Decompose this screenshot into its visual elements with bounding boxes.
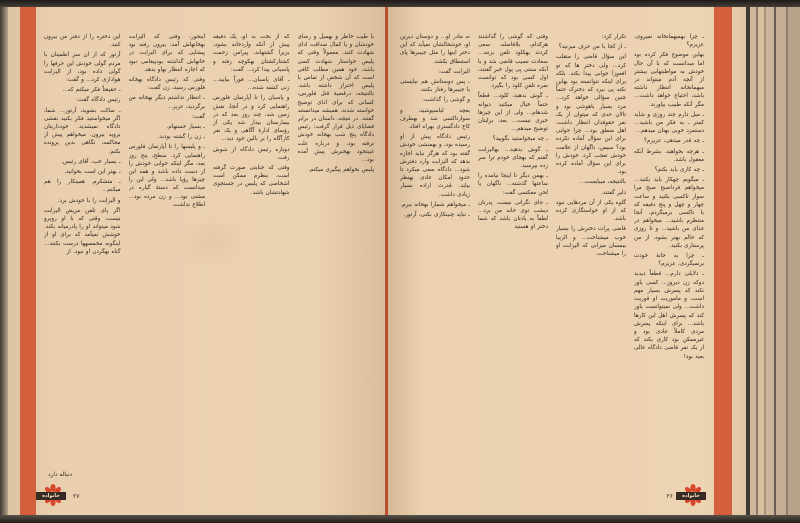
paragraph: بهاین موضوع فکر کرده بود اما میدانست که با آن حال خودش به مواظبتهایی بیشتر از آنچه آدم میتواند در میهمانخانه انتظار داشته باشد، احتیاج خواهد داشت... مگر آنکه طبیب بیاورند. — [634, 52, 704, 108]
paragraph: بعچه لباسپوشید، و سوارتاکسی شد و بهطرف کاخ دادگستری بهراه افتاد. — [400, 107, 470, 131]
paragraph: ـ بهتر این است بخوانید. — [64, 169, 121, 176]
paragraph: قاضی پرات دخترش را بسیار خوب میشناخت... و الزیبا بیمسان میزانی که الیزابت او را میشناخت. — [556, 226, 626, 258]
paragraph: ـ گوش بدهید... بهالیزابت گفتم که بهجای خودم ترا سر زده بپرسید. — [478, 146, 548, 170]
paragraph: ـ و پلیسها را تا آپارتمان فلورس راهنمایی کرد. سطح، پنج روز بعد، مگر اینکه خوابی خودش را از دست داده باشد و همه این چیزها رؤیا باشد... ولی این را میدانست که دستهٔ گیاره در مشتی بود... و زن مرده بود... اطلاع نداشت. — [128, 144, 205, 208]
paragraph: ـ چرا به خانهٔ خودت برنمیگردی، عزیزم؟ — [634, 253, 704, 268]
paragraph: ـ انتظار نداشتم دیگر بهخانه من برگردید، عزیز... — [128, 95, 205, 110]
right-column-4 — [634, 33, 704, 478]
magazine-logo — [36, 484, 70, 508]
right-column-3 — [556, 33, 626, 478]
stacked-page-edges — [740, 7, 800, 516]
paragraph: و گوشی را گذاشت. — [422, 97, 470, 104]
right-page-columns — [400, 33, 704, 478]
paragraph: وقتی که جنایتی صورت گرفته است، بنظرم ممکن است اشخاصی که پلیس در جستجوی شهادتشان باشد. — [213, 165, 290, 196]
paragraph: ـ زن را گشته بودند. — [157, 134, 205, 141]
paragraph: اگر پای تلفن مریض الیزابت نیست، وقتی که با او روبرو شود میتواند او را پادرمیانه بکند. خوشش نمیآمد که برای او از اینگونه مخمصهها درست بکنند... گناه بهگردن او نبود. از — [44, 207, 121, 255]
paragraph: این دختره را از دفتر من بیرون کنید. — [44, 34, 121, 49]
page-number: ۲۶ — [666, 492, 673, 500]
paragraph: وقتی که گوشی را گذاشتند هرکدام، بلافاصله، سعی کردند بهکلود تلفن بزنند... سعادت نصیب قاضی شد و با آنکه سنتی پی پول خبر گفتند، اول کسی بود که توانست نمره تلفن کلود را بگیرد. — [478, 34, 548, 90]
right-page-footer — [664, 482, 710, 510]
paragraph: وقتی که رئیس دادگاه بهخانه فلورس رسید، زن گفت: — [128, 77, 205, 92]
paragraph: این سؤال قاضی را منقلب کرد... ولی دختر ها که تو افعوزا جوابی پیدا بکند. بلکه برای اینکه نتوانسته بود بهاین نکته پی ببرد که دخترک حتماً چنین سؤالی خواهد کرد... مرد بسیار باهوشی بود و تالان حدی که میتوان از یک نفر حقوقدان انتظار داشت، اهل منطق بود... چرا جوابی برای این سؤال آماده نکرده بود؟ سپس، ناگهان از علامت خودش تعجب کرد. خودش را برای این سؤال آماده کرده بود. — [556, 54, 626, 176]
paragraph: با طیب خاطر و بهمیل و رضای خودشان و یا کمال صداقت ادای شهادت کنند. معمولاً وقتی که پلیس خواستار شهادت کسی باشد، خود همین مطلب کافی است که آن شخص از تماس با پلیس احتراز داشته باشد. بالنتیجه، درقضیهٔ قتل فلورس، کسانی که برای ادای توضیح خواسته شدند، همیشه میدانستند گفتند. در نتیجه، داستان در برابر قضایای ذیل قرار گرفت: رئیس دادگاه پنج شب بهخانه خودش ترفته بود، و درباره علت غیبتخود بهخبرش پیش آمده بود... — [297, 34, 374, 164]
paragraph: ـ بسیار خستهام. — [166, 124, 205, 131]
magazine-logo — [676, 484, 710, 508]
left-page-footer — [36, 482, 82, 510]
paragraph: ـ هرچه بخواهید. بشرط آنکه معقول باشد. — [634, 148, 704, 163]
left-page — [8, 7, 386, 516]
left-page-columns — [44, 33, 374, 478]
left-page-edge — [0, 7, 8, 516]
paragraph: آرتور که از ان سر اطمینان با مردم گولی خودش این حرفها را گولی داده بود، از الیزابت هواداری کرد... و گفت: — [44, 52, 121, 84]
paragraph: دوباره رئیس دادگاه از شوش رفت. — [213, 146, 290, 161]
paragraph: نه مادر او... و دوستان دیرین او، خوشحالشان نمیآید که این دختر اینها را مثل جیببرها پای استنطاق بکشد. — [400, 34, 470, 65]
scan-bottom-shadow — [0, 515, 800, 523]
paragraph: ـ چه کاری باید بکنم؟ — [654, 167, 704, 174]
right-accent-stripe — [714, 7, 732, 516]
paragraph: تکرار کرد: — [601, 34, 626, 40]
paragraph: پلیس بخواهم پیگیری میکنم. — [308, 167, 374, 174]
paragraph: ـ دلایلی دارم... قطعاً دیدید دوکه زن دیروز... کسی باور نکند که پسرش بسیار مهم است، و ماموریت او فوریت داشت... ولی نمیتوانست باور کند که پسرش اهل این کارها باشد... برای اینکه پسرش مردی کاملاً عادی بود و غیرممکن بود کاری بکند که از یک نفر قاضی دادگاه عالی بعید بود! — [634, 271, 704, 360]
paragraph: ـ متشکرم. همینکار را هم میکنم... — [44, 179, 121, 194]
paragraph: ـ بهمن دیگر تا اینجا نیامده را ساعتها گذشته... ناگهان با لحن معکسی گفت: — [478, 173, 548, 196]
paragraph: ـ چه قدر میدهی، عزیزم؟ — [643, 138, 704, 145]
right-page — [388, 7, 740, 516]
continued-note: دنباله دارد — [48, 472, 72, 478]
left-accent-stripe — [20, 7, 36, 516]
paragraph: ـ میل دارم چند روزی و شاید کمتر ـ به فکر من باشید... دستمزد خوبی بهتان میدهم... — [634, 111, 704, 135]
logo-wordmark: خانواده — [36, 492, 66, 500]
paragraph: گفت: — [192, 113, 205, 120]
paragraph: ـ پس دوستانش هم نبایستی با جیببرها رفتار بکنند. — [400, 79, 470, 94]
paragraph: دلیر گفتند. — [601, 189, 626, 196]
paragraph: ـ میگویم چهکار باید بکنید... میخواهم فرداصبح صبح مرا سوار تاکسی بکنید و ساعت چهار و چهل و پنج دقیقه که با تاکسی برمیگردم، آنجا منتظرم باشید... میخواهم در غذای من باشید... و تا روزی که حالم بهتر بشود، از من پرستاری بکنید. — [634, 177, 704, 249]
paragraph: رئیس دادگاه گفت: — [76, 97, 121, 104]
paragraph: ـ بسیار خب، آقای رئیس. — [61, 158, 121, 165]
paragraph: که از بخت بد او، یک دقیقه پیش از آنکه واردخانه بشود، بزیرا گشتهاند، پیرامن زحمت کشتارکشتان بهکوچه رفته و پاسبانی پیدا کرد... گفت: — [213, 34, 290, 73]
paragraph: ـ حقیقتاً فکر میکنم که... — [62, 87, 121, 94]
paragraph: ـ گوش بدهید، کلود... قطعاً حتماً خیال میکنید دیوانه شدهام... ولی از این چیزها خبری نیست... بعد، برایتان توضیح میدهم... — [478, 93, 548, 133]
left-column-4 — [298, 33, 375, 478]
paragraph: ـ نباید چنینکاری بکنی، آرتور. — [403, 212, 470, 219]
paragraph: ـ چرا بهمیهمانخانه نمیروی، عزیزم؟ — [634, 34, 704, 49]
paragraph: ـ چه میخواستید بگویید؟ — [492, 136, 548, 143]
left-column-1 — [44, 33, 121, 478]
paragraph: الیزابت گفت: — [438, 68, 470, 75]
paragraph: ـ از کجا با من حرف میزنید؟ — [558, 44, 626, 51]
paragraph: بالنتیجه، میبایست... — [579, 179, 626, 186]
page-number: ۲۷ — [73, 492, 80, 500]
paragraph: ـ جای نگرانی نیست. پدرتان دیشب توی خانه من برد... لطفاً به یادتان باشد که شما دختر او هستید — [478, 199, 548, 231]
paragraph: اینجور، وقتی که الیزابت بهخانهاش آمد، بیرون رفته بود پیشاپی که برای الیزابت در خانهاش گذاشته بودپیغامی نبود که اجازه انتظار بهاو بدهد. — [128, 34, 205, 73]
paragraph: ـ آقای پاسبان... فوراً بیایید... زنی کشته شده... — [213, 77, 290, 92]
paragraph: و پاسبان را تا آپارتمان فلورس راهنمایی کرد و در آنجا، نقش زمین شد، چند روز بعد که در بیمارستان بیدار شد یکی از رؤسای ادارهٔ آگاهی و یک نفر کارآگاه را بر بالین خود دید... — [213, 95, 290, 143]
paragraph: رئیس دادگاه پیش از او رسیده بود، و بهمنشی خودش گفته بود که هرگز نباید اجازه بدهد که الیزابت وارد دفترش شود... دادگاه سعی میکرد تا حدود امکان عادی بهنظر بیاید. قدرت اراده بسیار زیادی داشت. — [400, 134, 470, 198]
logo-wordmark: خانواده — [676, 492, 706, 500]
paragraph: ـ ساکت بشوید، آرتور... شما، اگر میخواستید فکر بکنید نقشی دادگاه نمیشدید. خودداریتان بروید بیرون. میخواهم پیش از محاکمه، نگاهی بدین پرونده بکنم. — [44, 107, 121, 155]
paragraph: گلوه یکی از آن مردهایی نبود که از او خواستگاری کرده باشد. — [556, 199, 626, 223]
left-column-3 — [213, 33, 290, 478]
paragraph: و الیزابت را با خودش برد. — [57, 197, 121, 204]
right-column-2 — [478, 33, 548, 478]
right-column-1 — [400, 33, 470, 478]
paragraph: ـ میخواهم شمارا بهخانه ببرم. — [400, 201, 470, 208]
left-column-2 — [129, 33, 206, 478]
